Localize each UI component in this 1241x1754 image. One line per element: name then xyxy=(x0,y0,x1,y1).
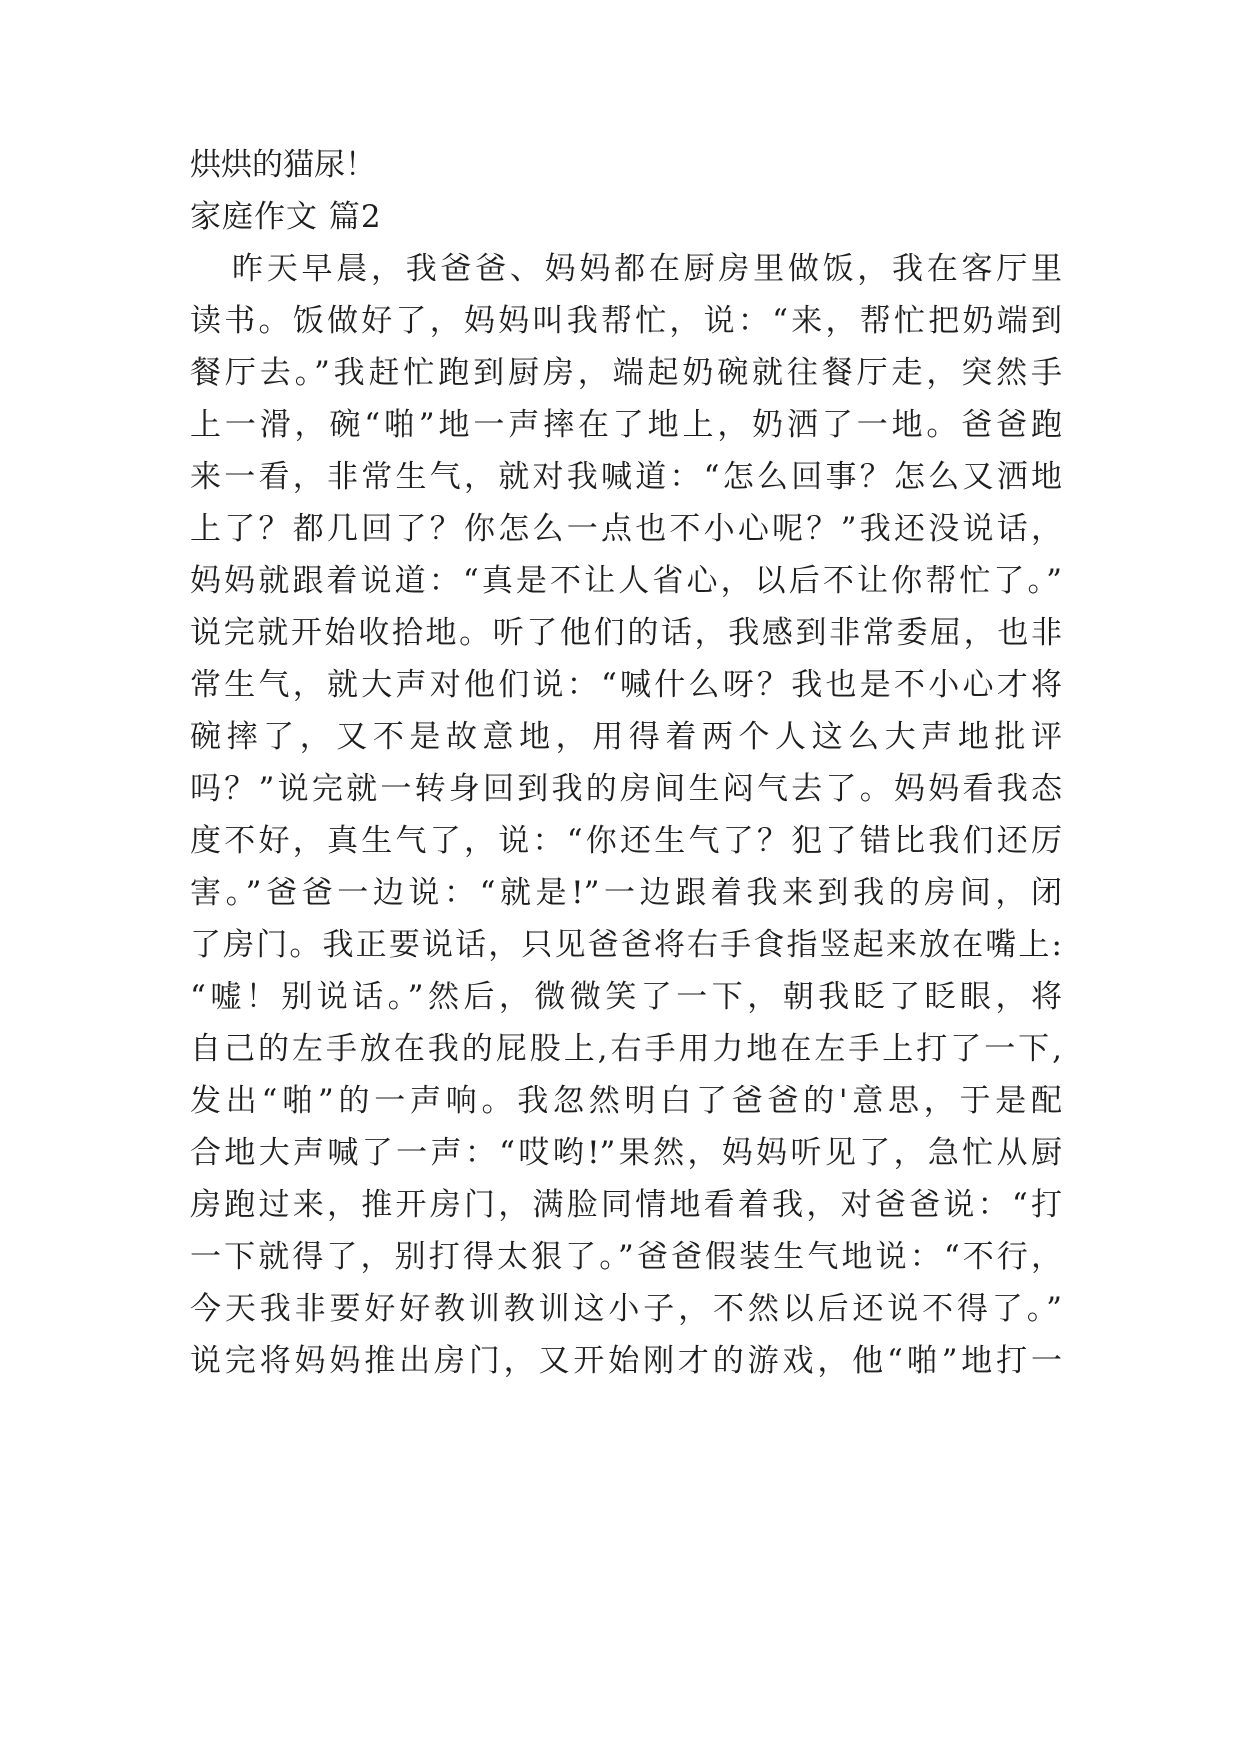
text-line: 害。”爸爸一边说：“就是!”一边跟着我来到我的房间，闭 xyxy=(190,875,1062,911)
text-line: 妈妈就跟着说道：“真是不让人省心，以后不让你帮忙了。” xyxy=(190,563,1062,599)
text-line: 说完将妈妈推出房门，又开始刚才的游戏，他“啪”地打一 xyxy=(190,1343,1062,1379)
text-line: 上了？都几回了？你怎么一点也不小心呢？”我还没说话， xyxy=(190,511,1062,547)
text-line: 今天我非要好好教训教训这小子，不然以后还说不得了。” xyxy=(190,1291,1062,1327)
paragraph xyxy=(190,243,1062,1387)
text-line: 餐厅去。”我赶忙跑到厨房，端起奶碗就往餐厅走，突然手 xyxy=(190,355,1062,391)
text-line: 读书。饭做好了，妈妈叫我帮忙，说：“来，帮忙把奶端到 xyxy=(190,303,1062,339)
essay-heading: 家庭作文 篇2 xyxy=(190,199,382,235)
text-line: 说完就开始收拾地。听了他们的话，我感到非常委屈，也非 xyxy=(190,615,1062,651)
text-line: 碗摔了，又不是故意地，用得着两个人这么大声地批评 xyxy=(190,719,1062,755)
text-line: 发出“啪”的一声响。我忽然明白了爸爸的'意思，于是配 xyxy=(190,1083,1062,1119)
text-line: 常生气，就大声对他们说：“喊什么呀？我也是不小心才将 xyxy=(190,667,1062,703)
text-line: 吗？”说完就一转身回到我的房间生闷气去了。妈妈看我态 xyxy=(190,771,1062,807)
text-line: 房跑过来，推开房门，满脸同情地看着我，对爸爸说：“打 xyxy=(190,1187,1062,1223)
text-line: 上一滑，碗“啪”地一声摔在了地上，奶洒了一地。爸爸跑 xyxy=(190,407,1062,443)
continuation-line: 烘烘的猫尿！ xyxy=(190,147,376,183)
text-line: 合地大声喊了一声：“哎哟!”果然，妈妈听见了，急忙从厨 xyxy=(190,1135,1062,1171)
text-line: “嘘！别说话。”然后，微微笑了一下，朝我眨了眨眼，将 xyxy=(190,979,1062,1015)
text-line: 了房门。我正要说话，只见爸爸将右手食指竖起来放在嘴上: xyxy=(190,927,1062,963)
text-line: 来一看，非常生气，就对我喊道：“怎么回事？怎么又洒地 xyxy=(190,459,1062,495)
text-line: 自己的左手放在我的屁股上,右手用力地在左手上打了一下, xyxy=(190,1031,1062,1067)
text-line: 度不好，真生气了，说：“你还生气了？犯了错比我们还厉 xyxy=(190,823,1062,859)
text-body xyxy=(190,139,1062,1387)
text-line: 昨天早晨，我爸爸、妈妈都在厨房里做饭，我在客厅里 xyxy=(232,251,1062,287)
text-line: 一下就得了，别打得太狠了。”爸爸假装生气地说：“不行， xyxy=(190,1239,1062,1275)
